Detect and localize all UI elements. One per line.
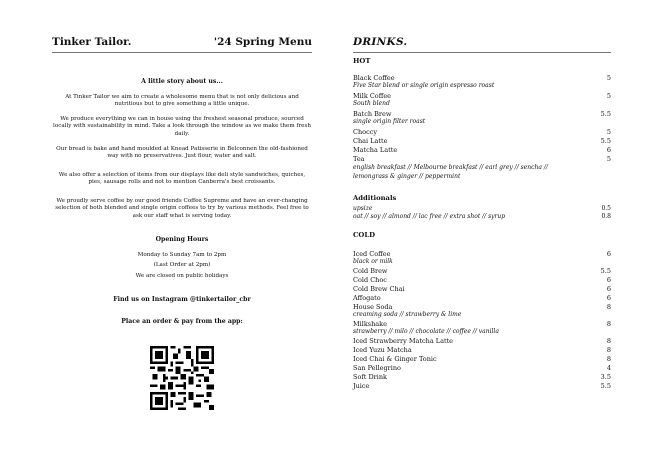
item-price: 5.5 [600, 267, 611, 275]
item-note: black or milk [353, 258, 393, 265]
item-name: Cold Brew Chai [353, 285, 405, 293]
menu-row [353, 267, 611, 276]
item-name: Milkshake [353, 320, 387, 328]
order-text: Place an order & pay from the app: [121, 318, 243, 325]
item-price: 8 [606, 320, 611, 328]
item-note: creaming soda // strawberry & lime [353, 311, 462, 318]
item-price: 8 [606, 346, 611, 354]
cold-section-title: COLD [353, 231, 376, 239]
menu-name: '24 Spring Menu [213, 36, 312, 48]
additional-price: 0.8 [601, 213, 611, 220]
item-name: Soft Drink [353, 373, 387, 381]
item-name: Cold Choc [353, 276, 387, 284]
hours-line: Monday to Sunday 7am to 2pm [137, 252, 227, 258]
additional-row [353, 205, 611, 212]
item-price: 5.5 [600, 137, 611, 145]
item-price: 5 [606, 92, 611, 100]
item-name: Black Coffee [353, 74, 395, 82]
item-note: Five Star blend or single origin espresso roast [353, 82, 495, 89]
item-price: 5 [606, 155, 611, 163]
menu-row [353, 373, 611, 382]
tea-note: lemongrass & ginger // peppermint [353, 173, 461, 180]
story-paragraph: We produce everything we can in house using the freshest seasonal produce, sourced locally with sustainability in mind. Take a look through the window as we make them fresh daily. [53, 116, 311, 137]
item-name: Choccy [353, 128, 378, 136]
item-name: Milk Coffee [353, 92, 392, 100]
qr-code-icon[interactable] [150, 346, 214, 410]
menu-row [353, 346, 611, 355]
item-price: 8 [606, 303, 611, 311]
item-name: Cold Brew [353, 267, 388, 275]
item-price: 6 [606, 285, 611, 293]
item-name: Chai Latte [353, 137, 388, 145]
tea-note: english breakfast // Melbourne breakfast // earl grey // sencha // [353, 164, 548, 171]
additional-name: upsize [353, 205, 373, 212]
hot-section-title: HOT [353, 57, 371, 65]
item-name: Batch Brew [353, 110, 392, 118]
menu-row [353, 285, 611, 294]
menu-row [353, 155, 611, 164]
menu-row [353, 337, 611, 346]
additional-row [353, 213, 611, 220]
menu-row [353, 146, 611, 155]
item-note: single origin filter roast [353, 118, 426, 125]
item-name: Iced Strawberry Matcha Latte [353, 337, 454, 345]
item-name: San Pellegrino [353, 364, 401, 372]
menu-row [353, 276, 611, 285]
item-price: 8 [606, 337, 611, 345]
item-name: Iced Coffee [353, 250, 391, 258]
item-price: 5 [606, 74, 611, 82]
item-name: Juice [353, 382, 370, 390]
item-price: 5.5 [600, 110, 611, 118]
item-price: 5 [606, 128, 611, 136]
story-paragraph: We also offer a selection of items from our displays like deli style sandwiches, quiches, pies, sausage rolls and not to mention Canberra's best croissants. [58, 172, 306, 186]
menu-row [353, 294, 611, 303]
item-name: Affogato [353, 294, 381, 302]
right-divider [353, 52, 611, 53]
hours-line: We are closed on public holidays [135, 273, 229, 279]
item-name: Tea [353, 155, 365, 163]
menu-row [353, 128, 611, 137]
item-price: 6 [606, 294, 611, 302]
hours-line: (Last Order at 2pm) [153, 262, 211, 268]
item-price: 6 [606, 276, 611, 284]
additional-price: 0.5 [601, 205, 611, 212]
item-name: Iced Chai & Ginger Tonic [353, 355, 437, 363]
story-paragraph: At Tinker Tailor we aim to create a wholesome menu that is not only delicious and nutritious but to give something a little unique. [65, 94, 299, 108]
item-price: 5.5 [600, 382, 611, 390]
item-name: Matcha Latte [353, 146, 398, 154]
item-price: 4 [606, 364, 611, 372]
item-price: 6 [606, 250, 611, 258]
item-note: South blend [353, 100, 390, 107]
item-name: Iced Yuzu Matcha [353, 346, 412, 354]
item-price: 8 [606, 355, 611, 363]
item-price: 3.5 [600, 373, 611, 381]
menu-row [353, 137, 611, 146]
menu-row [353, 355, 611, 364]
menu-row [353, 382, 611, 391]
story-paragraph: Our bread is bake and hand moulded at Knead Patisserie in Belconnen the old-fashioned way with no preservatives. Just flour, water and salt. [56, 146, 308, 160]
menu-row [353, 364, 611, 373]
additionals-title: Additionals [353, 194, 397, 202]
drinks-title: DRINKS. [353, 36, 408, 48]
item-name: House Soda [353, 303, 393, 311]
left-header [52, 36, 312, 48]
brand-name: Tinker Tailor. [52, 36, 132, 48]
hours-title: Opening Hours [155, 236, 209, 243]
item-price: 6 [606, 146, 611, 154]
item-note: strawberry // milo // chocolate // coffee // vanilla [353, 328, 499, 335]
story-title: A little story about us... [141, 78, 223, 85]
instagram-handle: Find us on Instagram @tinkertailor_cbr [113, 296, 251, 303]
additional-name: oat // soy // almond // lac free // extra shot // syrup [353, 213, 506, 220]
story-paragraph: We proudly serve coffee by our good friends Coffee Supreme and have an ever-changing selection of both blended and single origin coffees to try by various methods. Feel free to ask our staff what is serving today. [55, 198, 309, 219]
left-divider [52, 52, 312, 53]
